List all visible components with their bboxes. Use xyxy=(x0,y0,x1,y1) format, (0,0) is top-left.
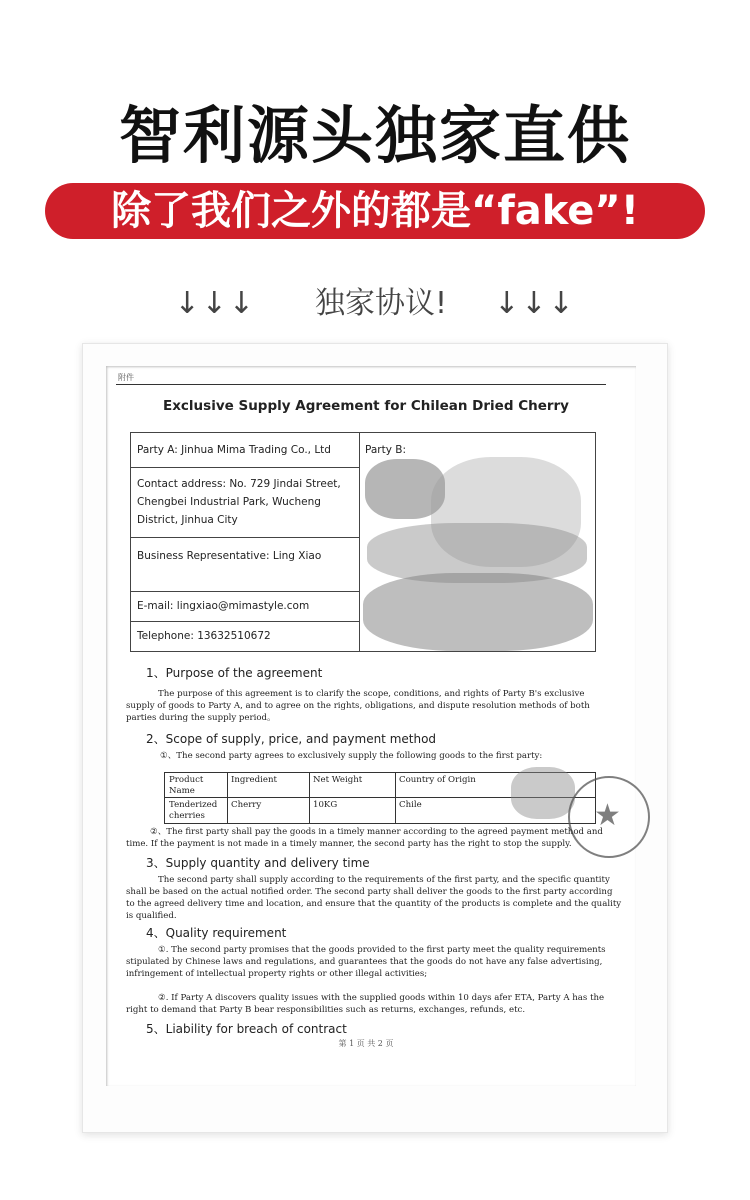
redaction-mark xyxy=(363,573,593,651)
section-3-text: shall be based on the actual notified order. The second party shall deliver the goods to the first party according xyxy=(126,887,613,897)
section-3-title: 3、Supply quantity and delivery time xyxy=(146,856,370,870)
document-title: Exclusive Supply Agreement for Chilean Dried Cherry xyxy=(162,398,569,414)
section-1-title: 1、Purpose of the agreement xyxy=(146,666,323,680)
section-4-text: stipulated by Chinese laws and regulations, and guarantees that the goods do not have any false advertising, xyxy=(126,957,603,967)
goods-table xyxy=(164,772,596,824)
section-1-text: The purpose of this agreement is to clarify the scope, conditions, and rights of Party B's exclusive xyxy=(158,689,585,699)
exclusive-agreement-caption xyxy=(0,278,750,322)
goods-cell: Chile xyxy=(399,800,422,810)
down-arrows-right-icon: ↓↓↓ xyxy=(494,286,576,321)
party-a: Party A: Jinhua Mima Trading Co., Ltd xyxy=(137,444,331,456)
section-2-text: ①、The second party agrees to exclusively supply the following goods to the first party: xyxy=(160,751,543,761)
header-rule xyxy=(116,384,606,385)
goods-header: Product Name xyxy=(169,775,204,796)
section-3-text: The second party shall supply according to the requirements of the first party, and the specific quantity xyxy=(158,875,610,885)
company-seal xyxy=(568,776,650,858)
section-4-text: infringement of intellectual property rights or other illegal activities; xyxy=(126,969,428,979)
page-number: 第 1 页 共 2 页 xyxy=(338,1039,394,1048)
party-table xyxy=(130,432,596,652)
section-2-title: 2、Scope of supply, price, and payment method xyxy=(146,732,437,746)
telephone: Telephone: 13632510672 xyxy=(137,630,271,642)
goods-cell: Tenderized cherries xyxy=(169,800,218,821)
goods-cell: 10KG xyxy=(313,800,338,810)
goods-cell: Cherry xyxy=(231,800,262,810)
address-line-1: Contact address: No. 729 Jindai Street, xyxy=(137,478,341,490)
section-3-text: to the agreed delivery time and location, and ensure that the quantity of the products is complete and the quality xyxy=(126,899,622,909)
seal-star-icon: ★ xyxy=(594,798,621,833)
headline: 智利源头独家直供 xyxy=(118,99,631,172)
down-arrows-left-icon: ↓↓↓ xyxy=(174,286,256,321)
section-4-text: ②. If Party A discovers quality issues with the supplied goods within 10 days afer ETA, Party A has the xyxy=(158,993,605,1003)
goods-header: Ingredient xyxy=(231,775,277,785)
address-line-2: Chengbei Industrial Park, Wucheng xyxy=(137,496,321,508)
section-2-text: time. If the payment is not made in a timely manner, the second party has the right to stop the supply. xyxy=(126,839,572,849)
address-line-3: District, Jinhua City xyxy=(137,514,238,526)
business-representative: Business Representative: Ling Xiao xyxy=(137,550,322,562)
section-1-text: supply of goods to Party A, and to agree on the rights, obligations, and dispute resolution methods of both xyxy=(126,701,590,711)
goods-header: Net Weight xyxy=(313,775,363,785)
email: E-mail: lingxiao@mimastyle.com xyxy=(137,600,310,612)
fake-banner xyxy=(45,183,705,239)
section-4-title: 4、Quality requirement xyxy=(146,926,287,940)
section-4-text: ①. The second party promises that the goods provided to the first party meet the quality requirements xyxy=(158,945,606,955)
redaction-mark xyxy=(511,767,575,819)
caption-text: 独家协议! xyxy=(314,286,448,321)
section-3-text: is qualified. xyxy=(126,911,177,921)
attachment-label: 附件 xyxy=(118,373,134,382)
agreement-document xyxy=(106,366,636,1086)
section-5-title: 5、Liability for breach of contract xyxy=(146,1022,347,1036)
section-1-text: parties during the supply period。 xyxy=(126,713,276,723)
section-4-text: right to demand that Party B bear responsibilities such as returns, exchanges, refunds, etc. xyxy=(126,1005,526,1015)
section-2-text: ②、The first party shall pay the goods in a timely manner according to the agreed payment method and xyxy=(150,827,603,837)
goods-header: Country of Origin xyxy=(399,775,476,785)
party-b: Party B: xyxy=(365,444,407,456)
banner-text: 除了我们之外的都是“fake”! xyxy=(111,188,639,234)
